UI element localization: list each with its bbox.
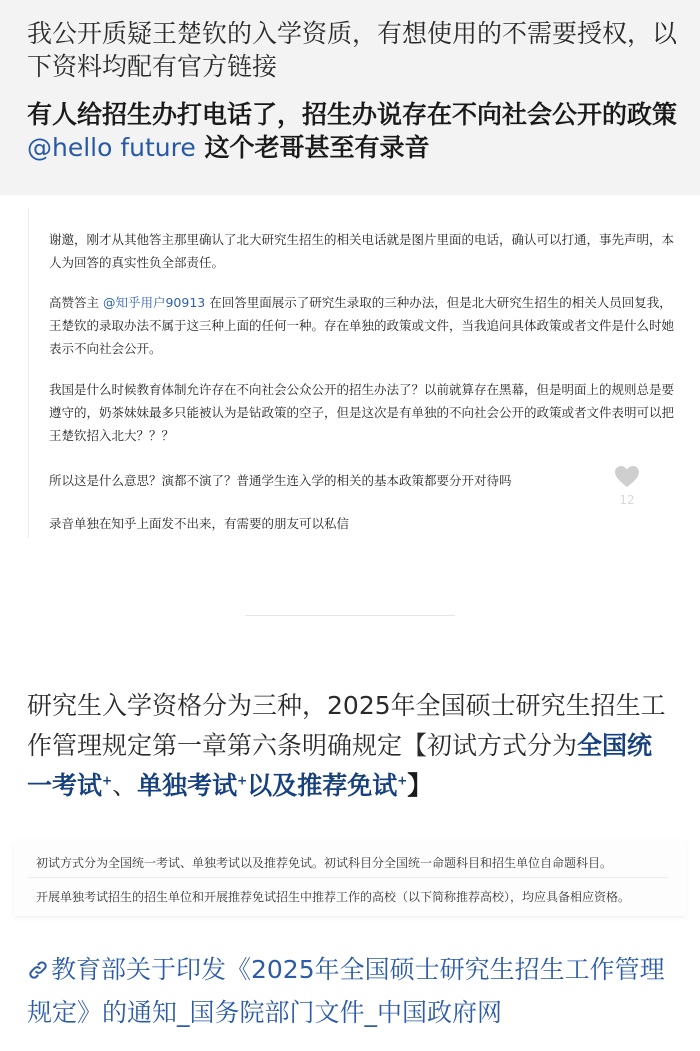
section-2-text-before: 研究生入学资格分为三种，2025年全国硕士研究生招生工作管理规定第一章第六条明确规定【初试方式分为	[27, 691, 666, 760]
quoted-answer-screenshot	[28, 208, 689, 538]
heart-icon	[614, 465, 640, 489]
keyword-link-separate-exam[interactable]	[137, 771, 247, 800]
section-divider	[245, 615, 455, 616]
regulation-line-2: 开展单独考试招生的招生单位和开展推荐免试招生中推荐工作的高校（以下简称推荐高校），均应具备相应资格。	[36, 890, 631, 904]
keyword-mark-1: +	[102, 773, 113, 788]
regulation-separator	[28, 877, 668, 878]
keyword-mark-2: +	[237, 773, 248, 788]
quote-paragraph-5: 录音单独在知乎上面发不出来，有需要的朋友可以私信	[49, 516, 350, 531]
quote-paragraph-1: 谢邀，刚才从其他答主那里确认了北大研究生招生的相关电话就是图片里面的电话，确认可以打通，事先声明，本人为回答的真实性负全部责任。	[49, 232, 675, 270]
section-2-separator-2: 以及	[247, 771, 298, 800]
regulation-line-1: 初试方式分为全国统一考试、单独考试以及推荐免试。初试科目分全国统一命题科目和招生单位自命题科目。	[36, 856, 613, 870]
keyword-recommended-exemption-label: 推荐免试	[297, 771, 398, 800]
link-icon	[27, 953, 49, 993]
quote-paragraph-4: 所以这是什么意思？演都不演了？普通学生连入学的相关的基本政策都要分开对待吗	[49, 473, 512, 488]
quote-paragraph-2	[49, 291, 679, 360]
regulation-excerpt-image	[14, 840, 686, 916]
quote-paragraph-2-after: 在回答里面展示了研究生录取的三种办法，但是北大研究生招生的相关人员回复我，王楚钦的录取办法不属于这三种上面的任何一种。存在单独的政策或文件，当我追问具体政策或者文件是什么时她表示不向社会公开。	[49, 295, 675, 356]
quote-paragraph-2-before: 高赞答主	[49, 295, 103, 310]
keyword-mark-3: +	[397, 773, 408, 788]
post-header-card	[0, 0, 700, 195]
external-link[interactable]	[27, 950, 682, 1033]
post-paragraph-2	[27, 98, 677, 164]
section-2-text-after: 】	[407, 771, 433, 800]
user-mention-link[interactable]: @hello future	[27, 133, 196, 162]
quote-paragraph-3: 我国是什么时候教育体制允许存在不向社会公众公开的招生办法了？以前就算存在黑幕，但是明面上的规则总是要遵守的，奶茶妹妹最多只能被认为是钻政策的空子，但是这次是有单独的不向社会公开的政策或者文件表明可以把王楚钦招入北大？？？	[49, 382, 675, 443]
keyword-separate-exam-label: 单独考试	[137, 771, 238, 800]
external-link-text: 教育部关于印发《2025年全国硕士研究生招生工作管理规定》的通知_国务院部门文件_中国政府网	[27, 955, 665, 1027]
like-button[interactable]	[612, 465, 642, 520]
quote-user-mention-link[interactable]: @知乎用户90913	[102, 295, 206, 310]
keyword-link-recommended-exemption[interactable]	[297, 771, 407, 800]
section-2-paragraph	[27, 686, 677, 806]
section-2-separator-1: 、	[112, 771, 138, 800]
post-paragraph-2-text-before: 有人给招生办打电话了，招生办说存在不向社会公开的政策	[27, 100, 678, 129]
like-count: 12	[619, 493, 635, 507]
post-paragraph-1: 我公开质疑王楚钦的入学资质，有想使用的不需要授权，以下资料均配有官方链接	[27, 19, 678, 81]
keyword-unified-exam-label: 全国统一考试	[27, 731, 653, 800]
post-paragraph-2-text-after: 这个老哥甚至有录音	[195, 133, 430, 162]
